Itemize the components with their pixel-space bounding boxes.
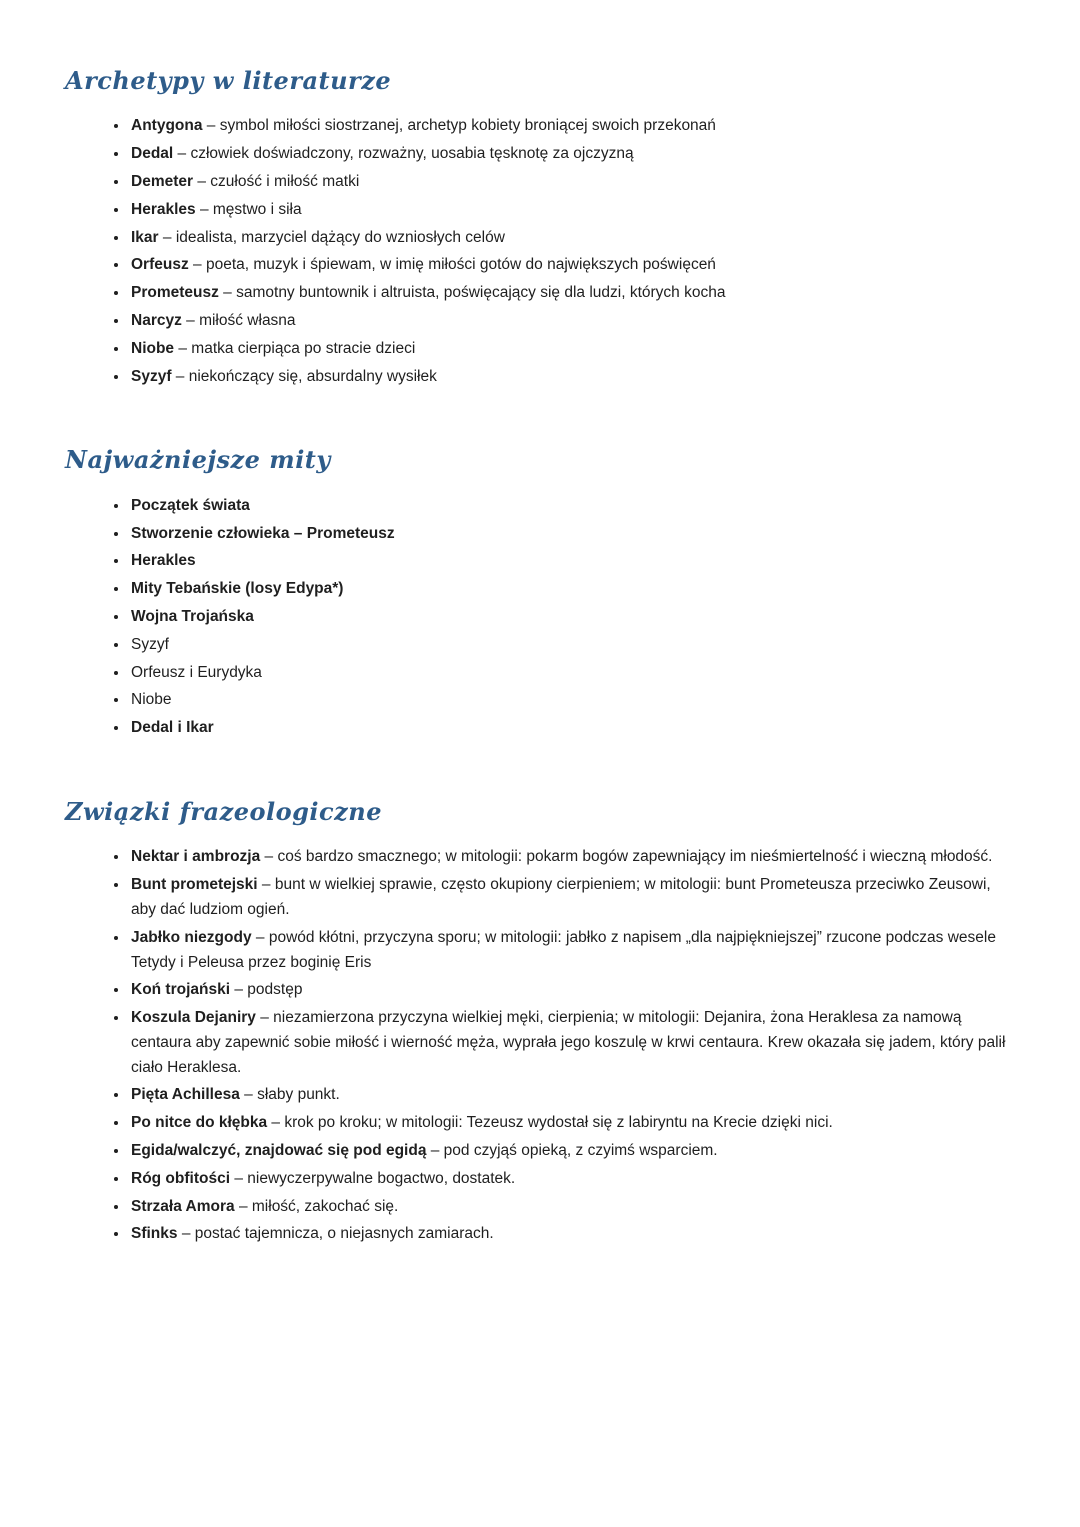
- item-term: Egida/walczyć, znajdować się pod egidą: [131, 1142, 427, 1160]
- item-term: Koń trojański: [131, 981, 231, 999]
- item-term: Niobe: [131, 339, 175, 357]
- item-term: Ikar: [131, 228, 159, 246]
- list-item: [129, 661, 1012, 686]
- list-item: [129, 716, 1012, 741]
- item-term: Demeter: [131, 172, 194, 190]
- item-term: Strzała Amora: [131, 1197, 235, 1215]
- item-term: Dedal: [131, 145, 174, 163]
- list-item: [129, 1139, 1012, 1164]
- item-text: – bunt w wielkiej sprawie, często okupiony cierpieniem; w mitologii: bunt Prometeusza przeciwko Zeusowi, aby dać ludziom ogień.: [131, 876, 991, 918]
- list-item: [129, 549, 1012, 574]
- item-text: – niewyczerpywalne bogactwo, dostatek.: [230, 1169, 516, 1187]
- section-heading: Najważniejsze mity: [65, 445, 331, 475]
- list-item: [129, 577, 1012, 602]
- section: [65, 447, 1012, 741]
- list-item: [129, 114, 1012, 139]
- item-term: Stworzenie człowieka – Prometeusz: [131, 524, 395, 542]
- list-item: [129, 688, 1012, 713]
- item-text: – powód kłótni, przyczyna sporu; w mitologii: jabłko z napisem „dla najpiękniejszej” rzucone podczas wesele Tetydy i Peleusa przez boginię Eris: [131, 928, 996, 971]
- item-term: Mity Tebańskie (losy Edypa*): [131, 580, 344, 598]
- item-term: Herakles: [131, 552, 196, 570]
- list-item: [129, 365, 1012, 390]
- list-item: [129, 309, 1012, 334]
- item-text: – męstwo i siła: [195, 200, 302, 218]
- list-item: [129, 226, 1012, 251]
- item-term: Bunt prometejski: [131, 876, 258, 894]
- list-item: [129, 845, 1012, 870]
- item-text: – słaby punkt.: [239, 1086, 340, 1104]
- list-item: [129, 1111, 1012, 1136]
- item-text: – pod czyjąś opieką, z czyimś wsparciem.: [426, 1142, 718, 1160]
- list-item: [129, 1195, 1012, 1220]
- section: [65, 68, 1012, 389]
- section: [65, 796, 1012, 1247]
- item-text: – niezamierzona przyczyna wielkiej męki, cierpienia; w mitologii: Dejanira, żona Heraklesa za namową centaura aby zapewnić sobie miłość i wierność męża, wyprała jego koszulę w krwi centaura. Krew okazała się jadem, który palił ciało Heraklesa.: [131, 1009, 1006, 1076]
- item-text: – coś bardzo smacznego; w mitologii: pokarm bogów zapewniający im nieśmiertelność i wieczną młodość.: [260, 848, 993, 866]
- list-item: [129, 1222, 1012, 1247]
- item-text: – idealista, marzyciel dążący do wzniosłych celów: [158, 228, 505, 246]
- list-item: [129, 281, 1012, 306]
- list-item: [129, 605, 1012, 630]
- item-term: Koszula Dejaniry: [131, 1009, 256, 1027]
- bullet-list: [65, 114, 1012, 389]
- item-text: – krok po kroku; w mitologii: Tezeusz wydostał się z labiryntu na Krecie dzięki nici.: [267, 1114, 833, 1132]
- item-term: Herakles: [131, 200, 196, 218]
- bullet-list: [65, 494, 1012, 741]
- item-text: – miłość własna: [181, 311, 296, 329]
- item-term: Orfeusz: [131, 256, 189, 274]
- list-item: [129, 337, 1012, 362]
- list-item: [129, 253, 1012, 278]
- item-term: Dedal i Ikar: [131, 719, 214, 737]
- item-text: – niekończący się, absurdalny wysiłek: [171, 367, 437, 385]
- list-item: [129, 1167, 1012, 1192]
- list-item: [129, 170, 1012, 195]
- list-item: [129, 873, 1012, 923]
- list-item: [129, 522, 1012, 547]
- item-text: – miłość, zakochać się.: [234, 1197, 399, 1215]
- section-heading: Związki frazeologiczne: [65, 796, 382, 826]
- item-text: – samotny buntownik i altruista, poświęcający się dla ludzi, których kocha: [218, 284, 726, 302]
- item-term: Antygona: [131, 117, 203, 135]
- list-item: [129, 494, 1012, 519]
- sections-container: [65, 68, 1012, 1247]
- item-term: Syzyf: [131, 367, 172, 385]
- item-term: Narcyz: [131, 311, 182, 329]
- section-heading: Archetypy w literaturze: [65, 66, 392, 95]
- bullet-list: [65, 845, 1012, 1247]
- list-item: [129, 633, 1012, 658]
- list-item: [129, 198, 1012, 223]
- item-text: – matka cierpiąca po stracie dzieci: [174, 339, 416, 357]
- item-term: Nektar i ambrozja: [131, 848, 261, 866]
- item-term: Wojna Trojańska: [131, 607, 254, 625]
- item-text: Orfeusz i Eurydyka: [131, 663, 262, 681]
- list-item: [129, 142, 1012, 167]
- list-item: [129, 926, 1012, 976]
- item-term: Prometeusz: [131, 284, 219, 302]
- item-text: – człowiek doświadczony, rozważny, uosabia tęsknotę za ojczyzną: [173, 145, 634, 163]
- list-item: [129, 1083, 1012, 1108]
- item-text: – poeta, muzyk i śpiewam, w imię miłości gotów do największych poświęceń: [188, 256, 716, 274]
- item-text: – podstęp: [230, 981, 303, 999]
- item-text: – symbol miłości siostrzanej, archetyp kobiety broniącej swoich przekonań: [202, 117, 716, 135]
- item-term: Jabłko niezgody: [131, 928, 252, 946]
- item-term: Początek świata: [131, 496, 250, 514]
- item-text: Niobe: [131, 691, 172, 709]
- item-text: Syzyf: [131, 635, 169, 653]
- item-text: – czułość i miłość matki: [193, 172, 360, 190]
- item-text: – postać tajemnicza, o niejasnych zamiarach.: [177, 1225, 494, 1243]
- item-term: Róg obfitości: [131, 1169, 231, 1187]
- item-term: Pięta Achillesa: [131, 1086, 240, 1104]
- item-term: Sfinks: [131, 1225, 178, 1243]
- item-term: Po nitce do kłębka: [131, 1114, 268, 1132]
- list-item: [129, 978, 1012, 1003]
- list-item: [129, 1006, 1012, 1080]
